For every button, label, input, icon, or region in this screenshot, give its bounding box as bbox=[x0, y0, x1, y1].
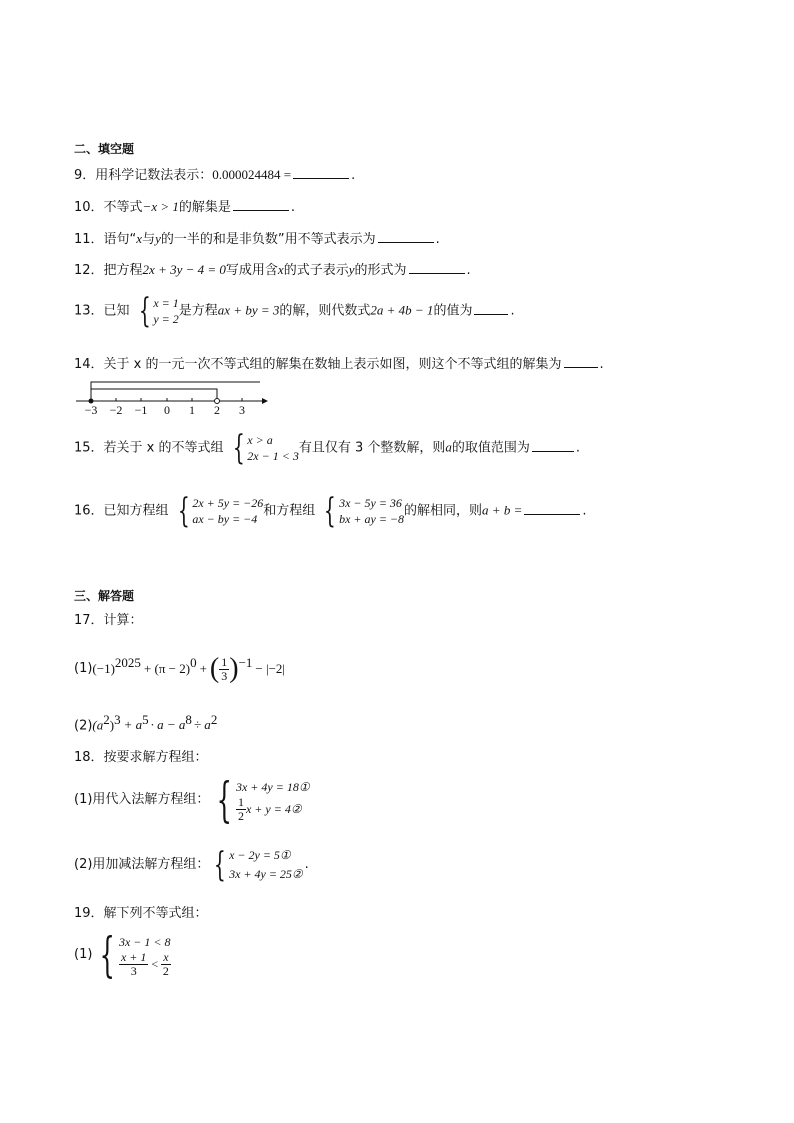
axis-label: −2 bbox=[109, 403, 123, 416]
q13-end: . bbox=[510, 303, 515, 319]
axis-label: 0 bbox=[164, 403, 170, 416]
q18-p1-label: (1)用代入法解方程组： bbox=[74, 792, 210, 807]
q15-row1: x > a bbox=[247, 433, 273, 447]
q17-p1-a-exp: 2025 bbox=[114, 655, 141, 670]
q19-p1-den-1: 3 bbox=[130, 963, 137, 978]
q15-row2: 2x − 1 < 3 bbox=[247, 449, 299, 463]
q17-p2-a-exp: 3 bbox=[114, 712, 121, 727]
q18-p2-row2: 3x + 4y = 25② bbox=[229, 867, 303, 881]
q11-prefix: 11．语句“ bbox=[74, 232, 137, 247]
q17-p1-a: (−1) bbox=[92, 661, 115, 676]
section-answer-title: 三、解答题 bbox=[74, 589, 135, 603]
question-10 bbox=[74, 198, 295, 216]
q16-mid1: 和方程组 bbox=[263, 503, 316, 519]
q17-p1-b-exp: 0 bbox=[190, 655, 197, 670]
section-fill-title: 二、填空题 bbox=[74, 142, 135, 156]
q19-part-1 bbox=[74, 927, 171, 983]
q17-p2-a-inner: 2 bbox=[103, 712, 110, 727]
q13-eq: ax + by = 3 bbox=[217, 302, 280, 318]
q17-p2-a-close: ) bbox=[109, 717, 115, 733]
q17-p1-label: (1) bbox=[74, 661, 93, 676]
q17-part-1 bbox=[74, 655, 285, 683]
q19-p1-den-2: 2 bbox=[162, 963, 169, 978]
q18-p1-row2 bbox=[236, 796, 310, 823]
q16-system-1 bbox=[173, 491, 264, 531]
q18-p2-system bbox=[209, 846, 302, 884]
q16-expr: a + b = bbox=[482, 502, 523, 518]
q14-answer-blank[interactable] bbox=[564, 355, 598, 368]
q15-mid: 有且仅有 3 个整数解，则 bbox=[298, 440, 446, 456]
q17-p2-d-exp: 2 bbox=[210, 712, 218, 727]
q18-p1-row1: 3x + 4y = 18① bbox=[235, 779, 310, 794]
q17-p1-num: 1 bbox=[221, 654, 228, 669]
q17-title: 17．计算： bbox=[74, 613, 143, 628]
q19-p1-fraction-2 bbox=[161, 951, 170, 978]
q18-p1-den: 2 bbox=[237, 808, 244, 823]
q19-p1-num-1: x + 1 bbox=[120, 949, 147, 964]
q13-mid3: 的值为 bbox=[433, 303, 473, 319]
q12-expr: 2x + 3y − 4 = 0 bbox=[142, 262, 226, 277]
q13-row2: y = 2 bbox=[153, 312, 179, 326]
q15-mid2: 的取值范围为 bbox=[451, 440, 530, 456]
question-9 bbox=[74, 166, 355, 184]
q17-p2-c: · a − a bbox=[150, 717, 186, 733]
q11-mid2: 的一半的和是非负数”用不等式表示为 bbox=[160, 232, 376, 247]
q18-part-2 bbox=[74, 846, 309, 884]
q13-row1: x = 1 bbox=[153, 296, 179, 310]
question-11 bbox=[74, 230, 440, 248]
q12-prefix: 12．把方程 bbox=[74, 263, 143, 278]
q16-s1-row2: ax − by = −4 bbox=[192, 512, 258, 526]
number-line-arrow-icon bbox=[262, 398, 268, 404]
q13-expr: 2a + 4b − 1 bbox=[370, 302, 434, 318]
q16-s2-row1: 3x − 5y = 36 bbox=[339, 496, 402, 510]
question-15 bbox=[74, 428, 581, 468]
q17-p1-b: + (π − 2) bbox=[143, 661, 191, 676]
q16-mid2: 的解相同，则 bbox=[404, 503, 483, 519]
q11-end: . bbox=[435, 232, 440, 247]
q13-prefix: 13．已知 bbox=[74, 303, 130, 319]
q16-brace-1: { bbox=[177, 491, 190, 531]
q17-p2-a: (a bbox=[92, 717, 104, 733]
q16-s2-row2: bx + ay = −8 bbox=[339, 512, 405, 526]
q9-answer-blank[interactable] bbox=[293, 166, 349, 179]
q10-mid: 的解集是 bbox=[178, 200, 231, 215]
question-14 bbox=[74, 355, 604, 373]
q12-x: x bbox=[277, 262, 284, 277]
q18-p1-num: 1 bbox=[237, 794, 244, 809]
q12-mid3: 的形式为 bbox=[354, 263, 407, 278]
q13-system bbox=[134, 291, 179, 331]
q16-system-2 bbox=[319, 491, 405, 531]
question-12 bbox=[74, 261, 471, 279]
q17-p2-d: ÷ a bbox=[193, 717, 211, 733]
q19-p1-row1: 3x − 1 < 8 bbox=[118, 934, 171, 949]
q12-mid1: 写成用含 bbox=[225, 263, 278, 278]
q16-answer-blank[interactable] bbox=[524, 502, 580, 515]
q19-p1-num-2: x bbox=[163, 949, 169, 964]
q16-brace-2: { bbox=[324, 491, 337, 531]
q18-p2-end: . bbox=[304, 857, 309, 872]
q18-part-1 bbox=[74, 772, 310, 828]
q11-y: y bbox=[155, 231, 161, 246]
q11-mid1: 与 bbox=[142, 232, 156, 247]
q9-end: . bbox=[351, 168, 356, 183]
question-13 bbox=[74, 291, 515, 331]
q14-text: 14．关于 x 的一元一次不等式组的解集在数轴上表示如图，则这个不等式组的解集为 bbox=[74, 357, 562, 372]
q17-p1-c-exp: −1 bbox=[238, 655, 253, 670]
q14-end: . bbox=[599, 357, 604, 372]
q13-brace: { bbox=[138, 291, 151, 331]
q19-p1-op: < bbox=[151, 957, 159, 971]
q19-p1-label: (1) bbox=[74, 947, 93, 962]
q18-p1-rows bbox=[236, 778, 310, 823]
q18-p1-brace: { bbox=[217, 772, 233, 828]
q18-p2-brace: { bbox=[214, 845, 227, 885]
q15-system bbox=[228, 428, 299, 468]
q18-p1-fraction bbox=[236, 796, 246, 823]
q19-p1-brace: { bbox=[100, 927, 116, 983]
q17-p2-label: (2) bbox=[74, 718, 93, 734]
q17-p2-b-exp: 5 bbox=[142, 712, 149, 727]
q11-answer-blank[interactable] bbox=[378, 230, 434, 243]
q17-p1-paren-close: ) bbox=[229, 653, 239, 684]
q12-end: . bbox=[466, 263, 471, 278]
q15-brace: { bbox=[232, 428, 245, 468]
q15-end: . bbox=[575, 440, 581, 456]
q16-s1-row1: 2x + 5y = −26 bbox=[192, 496, 264, 510]
q17-p1-d: − |−2| bbox=[255, 661, 286, 676]
axis-label: −3 bbox=[84, 403, 98, 416]
q19-p1-rows bbox=[119, 933, 171, 978]
q17-p1-fraction bbox=[219, 656, 229, 683]
q18-p2-row1: x − 2y = 5① bbox=[229, 848, 291, 862]
q13-mid2: 的解，则代数式 bbox=[279, 303, 371, 319]
question-16 bbox=[74, 491, 587, 531]
q18-p1-row2-text: x + y = 4② bbox=[245, 802, 302, 816]
q10-answer-blank[interactable] bbox=[233, 198, 289, 211]
q18-title: 18．按要求解方程组： bbox=[74, 750, 208, 765]
q12-y: y bbox=[348, 262, 355, 277]
axis-label: 3 bbox=[239, 403, 245, 416]
q9-expr: 0.000024484 = bbox=[212, 167, 292, 182]
q10-expr: −x > 1 bbox=[142, 199, 179, 214]
q12-answer-blank[interactable] bbox=[409, 261, 465, 274]
q11-x: x bbox=[136, 231, 143, 246]
q17-p1-den: 3 bbox=[221, 668, 228, 683]
q9-prefix: 9．用科学记数法表示： bbox=[74, 168, 213, 183]
q13-answer-blank[interactable] bbox=[474, 302, 508, 315]
q19-p1-fraction-1 bbox=[119, 951, 148, 978]
q17-p2-c-exp: 8 bbox=[185, 712, 192, 727]
q10-prefix: 10．不等式 bbox=[74, 200, 143, 215]
q10-end: . bbox=[290, 200, 296, 215]
q16-end: . bbox=[582, 503, 587, 519]
q15-answer-blank[interactable] bbox=[532, 439, 574, 452]
q14-number-line bbox=[70, 374, 270, 416]
q18-p2-label: (2)用加减法解方程组： bbox=[74, 857, 210, 872]
axis-label: 1 bbox=[189, 403, 195, 416]
q19-title: 19．解下列不等式组： bbox=[74, 906, 208, 921]
q16-prefix: 16．已知方程组 bbox=[74, 503, 169, 519]
q15-prefix: 15．若关于 x 的不等式组 bbox=[74, 440, 224, 456]
axis-label: 2 bbox=[214, 403, 220, 416]
axis-label: −1 bbox=[134, 403, 148, 416]
q17-p1-paren-open: ( bbox=[209, 653, 220, 684]
q17-p2-b: + a bbox=[123, 717, 143, 733]
q12-mid2: 的式子表示 bbox=[283, 263, 349, 278]
q15-a: a bbox=[445, 439, 452, 455]
q17-part-2 bbox=[74, 712, 217, 734]
solution-ray-lower bbox=[91, 389, 217, 401]
q19-p1-row2 bbox=[119, 951, 171, 978]
q17-p1-c: + bbox=[199, 661, 207, 676]
q13-mid1: 是方程 bbox=[178, 303, 218, 319]
